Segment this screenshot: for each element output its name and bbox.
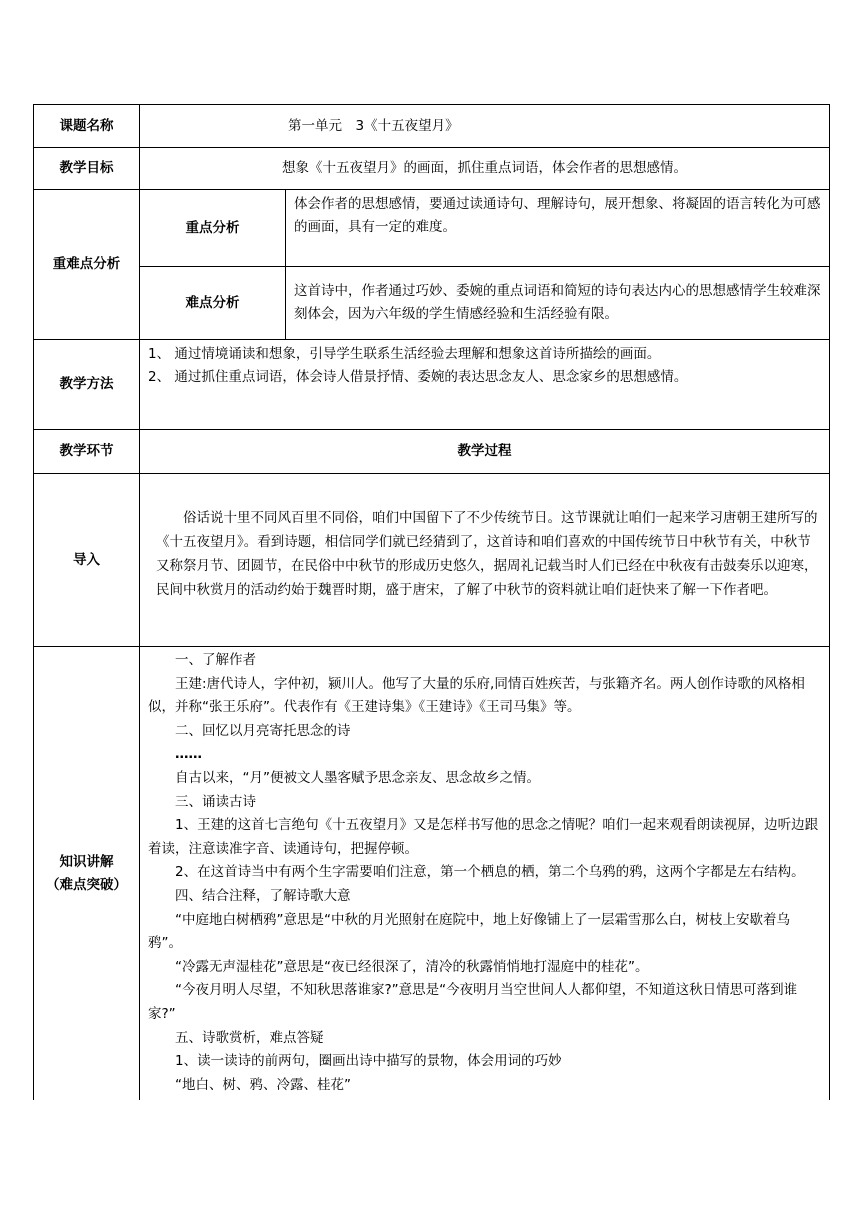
process-header: 教学过程 [140, 430, 830, 474]
method-line-2: 2、 通过抓住重点词语，体会诗人借景抒情、委婉的表达思念友人、思念家乡的思想感情。 [148, 369, 688, 385]
knowledge-line: 王建:唐代诗人，字仲初，颍川人。他写了大量的乐府,同情百姓疾苦，与张籍齐名。两人创作诗歌的风格相似，并称“张王乐府”。代表作有《王建诗集》《王建诗》《王司马集》等。 [148, 675, 805, 716]
row-process-header [34, 430, 830, 474]
difficult-analysis-label: 难点分析 [140, 267, 286, 340]
title-value [140, 105, 830, 148]
knowledge-line: “冷露无声湿桂花”意思是“夜已经很深了，清冷的秋露悄悄地打湿庭中的桂花”。 [175, 958, 649, 975]
knowledge-line: …… [175, 746, 202, 763]
knowledge-line: 三、诵读古诗 [175, 793, 256, 810]
knowledge-line: 四、结合注释，了解诗歌大意 [175, 887, 351, 904]
knowledge-line: “地白、树、鸦、冷露、桂花” [175, 1076, 351, 1093]
knowledge-label-line-1: 知识讲解 [59, 853, 114, 870]
lesson-title: 第一单元 3《十五夜望月》 [288, 117, 459, 134]
row-key-analysis [34, 190, 830, 267]
title-label: 课题名称 [34, 105, 140, 148]
row-difficult-analysis [34, 267, 830, 340]
row-title [34, 105, 830, 148]
row-intro [34, 474, 830, 647]
method-value [140, 340, 830, 430]
knowledge-line: 1、王建的这首七言绝句《十五夜望月》又是怎样书写他的思念之情呢？咱们一起来观看朗读视屏，边听边跟着读，注意读准字音、读通诗句，把握停顿。 [148, 817, 819, 857]
intro-label: 导入 [34, 474, 140, 647]
row-goal [34, 148, 830, 190]
intro-value: 俗话说十里不同风百里不同俗，咱们中国留下了不少传统节日。这节课就让咱们一起来学习唐朝王建所写的《十五夜望月》。看到诗题，相信同学们就已经猜到了，这首诗和咱们喜欢的中国传统节日中秋节有关，中秋节又称祭月节、团圆节，在民俗中中秋节的形成历史悠久，据周礼记载当时人们已经在中秋夜有击鼓奏乐以迎寒，民间中秋赏月的活动约始于魏晋时期，盛于唐宋，了解了中秋节的资料就让咱们赶快来了解一下作者吧。 [140, 474, 830, 647]
knowledge-label [34, 647, 140, 1101]
analysis-label: 重难点分析 [34, 190, 140, 340]
difficult-analysis-value: 这首诗中，作者通过巧妙、委婉的重点词语和简短的诗句表达内心的思想感情学生较难深刻体会，因为六年级的学生情感经验和生活经验有限。 [286, 267, 830, 340]
process-stage-label: 教学环节 [34, 430, 140, 474]
knowledge-line: 1、读一读诗的前两句，圈画出诗中描写的景物，体会用词的巧妙 [175, 1053, 562, 1070]
method-label: 教学方法 [34, 340, 140, 430]
method-line-1: 1、 通过情境诵读和想象，引导学生联系生活经验去理解和想象这首诗所描绘的画面。 [148, 346, 661, 362]
lesson-plan-table [33, 104, 830, 1100]
knowledge-label-line-2: （难点突破） [46, 876, 127, 893]
knowledge-line: 二、回忆以月亮寄托思念的诗 [175, 722, 351, 739]
row-method [34, 340, 830, 430]
knowledge-line: “中庭地白树栖鸦”意思是“中秋的月光照射在庭院中，地上好像铺上了一层霜雪那么白，树枝上安歇着乌鸦”。 [148, 911, 790, 952]
knowledge-line: 一、了解作者 [175, 652, 256, 668]
knowledge-line: “今夜月明人尽望，不知秋思落谁家?”意思是“今夜明月当空世间人人都仰望，不知道这秋日情思可落到谁家?” [148, 982, 798, 1022]
key-analysis-label: 重点分析 [140, 190, 286, 267]
row-knowledge [34, 647, 830, 1101]
key-analysis-value: 体会作者的思想感情，要通过读通诗句、理解诗句，展开想象、将凝固的语言转化为可感的画面，具有一定的难度。 [286, 190, 830, 267]
knowledge-line: 2、在这首诗当中有两个生字需要咱们注意，第一个栖息的栖，第二个乌鸦的鸦，这两个字都是左右结构。 [175, 864, 805, 881]
goal-value: 想象《十五夜望月》的画面，抓住重点词语，体会作者的思想感情。 [140, 148, 830, 190]
knowledge-line: 五、诗歌赏析，难点答疑 [175, 1029, 324, 1046]
knowledge-line: 自古以来，“月”便被文人墨客赋予思念亲友、思念故乡之情。 [175, 769, 540, 786]
knowledge-value [140, 647, 830, 1101]
goal-label: 教学目标 [34, 148, 140, 190]
